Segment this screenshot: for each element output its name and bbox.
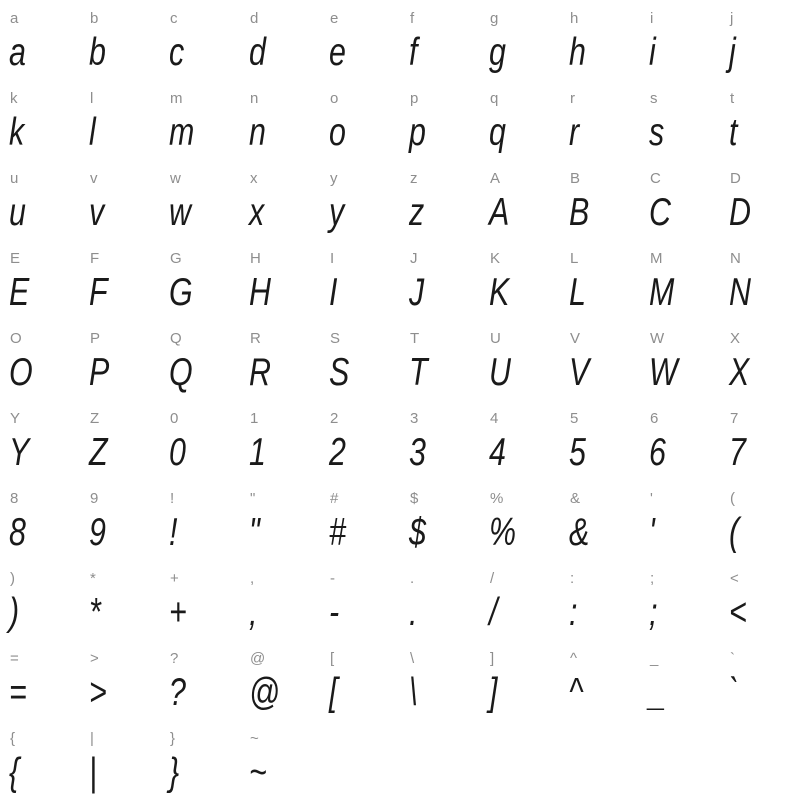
char-cell	[560, 160, 640, 240]
char-label: @	[250, 650, 266, 667]
char-glyph: ^	[569, 671, 584, 714]
char-glyph: ;	[649, 591, 658, 634]
char-label: D	[730, 170, 741, 187]
char-glyph: 1	[249, 431, 266, 474]
char-cell	[720, 240, 800, 320]
char-glyph: 5	[569, 431, 586, 474]
char-glyph: H	[249, 271, 271, 314]
char-glyph: {	[9, 751, 20, 794]
char-label: o	[330, 90, 339, 107]
char-glyph: p	[409, 111, 426, 154]
char-glyph: q	[489, 111, 506, 154]
char-cell	[400, 560, 480, 640]
char-glyph: c	[169, 31, 185, 74]
char-glyph: 3	[409, 431, 426, 474]
char-cell	[240, 80, 320, 160]
char-cell	[480, 560, 560, 640]
char-glyph: B	[569, 191, 590, 234]
char-label: Z	[90, 410, 100, 427]
char-label: ~	[250, 730, 259, 747]
char-label: \	[410, 650, 415, 667]
char-glyph: s	[649, 111, 665, 154]
char-label: z	[410, 170, 418, 187]
char-cell	[240, 400, 320, 480]
char-cell	[0, 320, 80, 400]
char-glyph: _	[649, 671, 666, 714]
char-glyph: -	[329, 591, 340, 634]
char-label: j	[730, 10, 734, 27]
char-cell	[240, 560, 320, 640]
char-label: K	[490, 250, 501, 267]
char-cell	[640, 640, 720, 720]
char-label: /	[490, 570, 495, 587]
char-label: 2	[330, 410, 339, 427]
char-glyph: %	[489, 511, 517, 554]
char-cell	[400, 0, 480, 80]
char-cell	[160, 320, 240, 400]
char-glyph: >	[89, 671, 107, 714]
char-glyph: a	[9, 31, 26, 74]
char-cell	[400, 80, 480, 160]
char-cell	[80, 640, 160, 720]
char-label: (	[730, 490, 735, 507]
char-glyph: j	[729, 31, 736, 74]
char-label: "	[250, 490, 256, 507]
char-glyph: U	[489, 351, 511, 394]
char-cell	[80, 80, 160, 160]
char-label: >	[90, 650, 99, 667]
char-label: '	[650, 490, 653, 507]
char-cell	[80, 480, 160, 560]
char-label: u	[10, 170, 19, 187]
char-label: %	[490, 490, 504, 507]
char-cell	[240, 480, 320, 560]
char-glyph: x	[249, 191, 265, 234]
char-glyph: 9	[89, 511, 106, 554]
char-label: F	[90, 250, 100, 267]
char-glyph: l	[89, 111, 96, 154]
char-cell	[480, 240, 560, 320]
char-glyph: $	[409, 511, 426, 554]
char-cell	[560, 80, 640, 160]
char-label: P	[90, 330, 101, 347]
char-glyph: i	[649, 31, 656, 74]
char-cell	[560, 640, 640, 720]
char-cell	[240, 160, 320, 240]
char-glyph: ]	[489, 671, 498, 714]
char-label: 8	[10, 490, 19, 507]
char-cell	[160, 0, 240, 80]
char-cell	[640, 400, 720, 480]
char-cell	[160, 640, 240, 720]
char-label: *	[90, 570, 96, 587]
char-glyph: #	[329, 511, 346, 554]
char-cell	[240, 720, 320, 800]
char-label: ?	[170, 650, 179, 667]
char-cell	[400, 480, 480, 560]
char-label: 4	[490, 410, 499, 427]
char-label: g	[490, 10, 499, 27]
char-label: [	[330, 650, 335, 667]
char-label: 0	[170, 410, 179, 427]
char-cell	[240, 640, 320, 720]
char-label: Q	[170, 330, 182, 347]
char-glyph: O	[9, 351, 33, 394]
char-glyph: /	[489, 591, 498, 634]
char-label: n	[250, 90, 259, 107]
char-cell	[0, 0, 80, 80]
char-label: U	[490, 330, 501, 347]
char-label: M	[650, 250, 663, 267]
char-glyph: f	[409, 31, 418, 74]
char-glyph: L	[569, 271, 586, 314]
char-label: X	[730, 330, 741, 347]
char-label: i	[650, 10, 654, 27]
char-cell	[720, 400, 800, 480]
char-glyph: 6	[649, 431, 666, 474]
char-cell	[0, 560, 80, 640]
char-label: v	[90, 170, 98, 187]
char-glyph: K	[489, 271, 510, 314]
char-cell	[0, 240, 80, 320]
char-cell	[80, 560, 160, 640]
char-glyph: y	[329, 191, 345, 234]
char-label: O	[10, 330, 22, 347]
char-glyph: }	[169, 751, 180, 794]
char-cell	[720, 0, 800, 80]
char-cell	[0, 480, 80, 560]
char-glyph: J	[409, 271, 425, 314]
char-cell	[560, 400, 640, 480]
char-label: 3	[410, 410, 419, 427]
char-cell	[0, 160, 80, 240]
char-label: .	[410, 570, 415, 587]
char-cell	[480, 480, 560, 560]
char-cell	[720, 480, 800, 560]
char-glyph: v	[89, 191, 105, 234]
char-glyph: "	[249, 511, 260, 554]
char-glyph: 0	[169, 431, 186, 474]
char-cell	[640, 0, 720, 80]
char-label: _	[650, 650, 659, 667]
char-label: k	[10, 90, 18, 107]
char-cell	[160, 720, 240, 800]
char-cell	[240, 240, 320, 320]
char-glyph: C	[649, 191, 671, 234]
char-cell	[480, 320, 560, 400]
char-glyph: W	[649, 351, 678, 394]
char-cell	[80, 160, 160, 240]
char-label: :	[570, 570, 575, 587]
char-cell	[640, 80, 720, 160]
char-label: }	[170, 730, 176, 747]
char-label: r	[570, 90, 575, 107]
char-label: +	[170, 570, 179, 587]
char-cell	[160, 240, 240, 320]
char-cell	[80, 400, 160, 480]
char-cell	[720, 160, 800, 240]
char-cell	[320, 480, 400, 560]
char-glyph: P	[89, 351, 110, 394]
char-glyph: D	[729, 191, 751, 234]
char-cell	[80, 720, 160, 800]
char-glyph: &	[569, 511, 590, 554]
char-glyph: F	[89, 271, 108, 314]
char-label: `	[730, 650, 735, 667]
char-glyph: G	[169, 271, 193, 314]
char-glyph: n	[249, 111, 266, 154]
char-label: !	[170, 490, 175, 507]
char-glyph: .	[409, 591, 418, 634]
char-cell	[720, 320, 800, 400]
char-label: a	[10, 10, 19, 27]
char-label: $	[410, 490, 419, 507]
char-glyph: ?	[169, 671, 186, 714]
char-label: m	[170, 90, 183, 107]
char-glyph: o	[329, 111, 346, 154]
char-label: )	[10, 570, 15, 587]
char-glyph: r	[569, 111, 580, 154]
char-cell	[0, 400, 80, 480]
char-glyph: Q	[169, 351, 193, 394]
char-cell	[320, 640, 400, 720]
char-label: {	[10, 730, 16, 747]
char-glyph: M	[649, 271, 675, 314]
char-label: G	[170, 250, 182, 267]
char-cell	[320, 320, 400, 400]
char-cell	[640, 560, 720, 640]
char-glyph: X	[729, 351, 750, 394]
char-cell	[320, 160, 400, 240]
char-cell	[80, 240, 160, 320]
char-label: W	[650, 330, 665, 347]
char-label: ;	[650, 570, 655, 587]
char-cell	[480, 640, 560, 720]
char-cell	[240, 0, 320, 80]
char-label: 1	[250, 410, 259, 427]
char-label: w	[170, 170, 181, 187]
char-cell	[480, 400, 560, 480]
char-glyph: )	[9, 591, 20, 634]
char-label: ,	[250, 570, 255, 587]
char-label: s	[650, 90, 658, 107]
char-cell	[560, 240, 640, 320]
char-label: 6	[650, 410, 659, 427]
char-cell	[320, 0, 400, 80]
char-label: A	[490, 170, 501, 187]
char-glyph: `	[729, 671, 740, 714]
char-label: T	[410, 330, 420, 347]
char-cell	[720, 80, 800, 160]
char-label: <	[730, 570, 739, 587]
char-cell	[320, 560, 400, 640]
char-cell	[640, 480, 720, 560]
char-cell	[0, 640, 80, 720]
char-glyph: u	[9, 191, 26, 234]
char-glyph: (	[729, 511, 740, 554]
char-glyph: T	[409, 351, 428, 394]
char-label: &	[570, 490, 581, 507]
char-cell	[400, 240, 480, 320]
char-glyph: 2	[329, 431, 346, 474]
char-cell	[480, 80, 560, 160]
char-cell	[160, 400, 240, 480]
char-glyph: '	[649, 511, 655, 554]
char-glyph: *	[89, 591, 101, 634]
char-cell	[560, 0, 640, 80]
char-cell	[160, 560, 240, 640]
char-glyph: d	[249, 31, 266, 74]
char-glyph: V	[569, 351, 590, 394]
char-glyph: b	[89, 31, 106, 74]
char-glyph: N	[729, 271, 751, 314]
char-glyph: Z	[89, 431, 108, 474]
char-cell	[560, 480, 640, 560]
char-cell	[0, 80, 80, 160]
char-label: V	[570, 330, 581, 347]
char-glyph: 4	[489, 431, 506, 474]
char-cell	[320, 240, 400, 320]
char-label: N	[730, 250, 741, 267]
char-cell	[160, 80, 240, 160]
char-label: -	[330, 570, 335, 587]
char-glyph: ,	[249, 591, 258, 634]
char-label: x	[250, 170, 258, 187]
char-label: B	[570, 170, 581, 187]
char-cell	[400, 640, 480, 720]
char-label: L	[570, 250, 579, 267]
char-glyph: E	[9, 271, 30, 314]
char-glyph: h	[569, 31, 586, 74]
char-cell	[640, 320, 720, 400]
char-glyph: z	[409, 191, 425, 234]
char-cell	[80, 0, 160, 80]
char-glyph: <	[729, 591, 747, 634]
char-glyph: g	[489, 31, 506, 74]
char-cell	[400, 160, 480, 240]
char-cell	[320, 400, 400, 480]
char-label: 7	[730, 410, 739, 427]
char-cell	[720, 560, 800, 640]
char-label: ^	[570, 650, 578, 667]
char-label: =	[10, 650, 19, 667]
char-label: ]	[490, 650, 495, 667]
char-glyph: Y	[9, 431, 30, 474]
char-label: c	[170, 10, 178, 27]
char-label: H	[250, 250, 261, 267]
char-cell	[480, 0, 560, 80]
char-glyph: \	[409, 671, 418, 714]
char-label: Y	[10, 410, 21, 427]
char-cell	[240, 320, 320, 400]
char-label: E	[10, 250, 21, 267]
char-label: f	[410, 10, 415, 27]
char-glyph: ~	[249, 751, 267, 794]
char-cell	[160, 160, 240, 240]
char-cell	[560, 320, 640, 400]
char-glyph: k	[9, 111, 25, 154]
char-label: d	[250, 10, 259, 27]
char-glyph: t	[729, 111, 738, 154]
char-glyph: R	[249, 351, 271, 394]
char-cell	[640, 240, 720, 320]
char-label: 9	[90, 490, 99, 507]
char-label: l	[90, 90, 94, 107]
char-cell	[320, 80, 400, 160]
char-glyph: A	[489, 191, 510, 234]
char-glyph: m	[169, 111, 195, 154]
char-label: p	[410, 90, 419, 107]
char-label: e	[330, 10, 339, 27]
char-cell	[0, 720, 80, 800]
char-label: y	[330, 170, 338, 187]
char-glyph: w	[169, 191, 191, 234]
char-cell	[160, 480, 240, 560]
char-glyph: =	[9, 671, 27, 714]
char-label: 5	[570, 410, 579, 427]
char-cell	[480, 160, 560, 240]
char-label: S	[330, 330, 341, 347]
char-glyph: +	[169, 591, 187, 634]
char-label: C	[650, 170, 661, 187]
char-label: h	[570, 10, 579, 27]
char-cell	[80, 320, 160, 400]
char-glyph: 7	[729, 431, 746, 474]
char-cell	[400, 400, 480, 480]
char-glyph: 8	[9, 511, 26, 554]
char-glyph: I	[329, 271, 338, 314]
char-cell	[640, 160, 720, 240]
char-label: R	[250, 330, 261, 347]
char-label: q	[490, 90, 499, 107]
char-glyph: !	[169, 511, 178, 554]
char-cell	[560, 560, 640, 640]
char-glyph: |	[89, 751, 97, 794]
char-glyph: [	[329, 671, 338, 714]
char-label: I	[330, 250, 335, 267]
char-label: t	[730, 90, 735, 107]
char-label: J	[410, 250, 418, 267]
char-cell	[400, 320, 480, 400]
char-label: #	[330, 490, 339, 507]
char-glyph: @	[249, 671, 280, 714]
char-label: b	[90, 10, 99, 27]
char-glyph: e	[329, 31, 346, 74]
char-label: |	[90, 730, 94, 747]
char-glyph: :	[569, 591, 578, 634]
char-cell	[720, 640, 800, 720]
char-glyph: S	[329, 351, 350, 394]
